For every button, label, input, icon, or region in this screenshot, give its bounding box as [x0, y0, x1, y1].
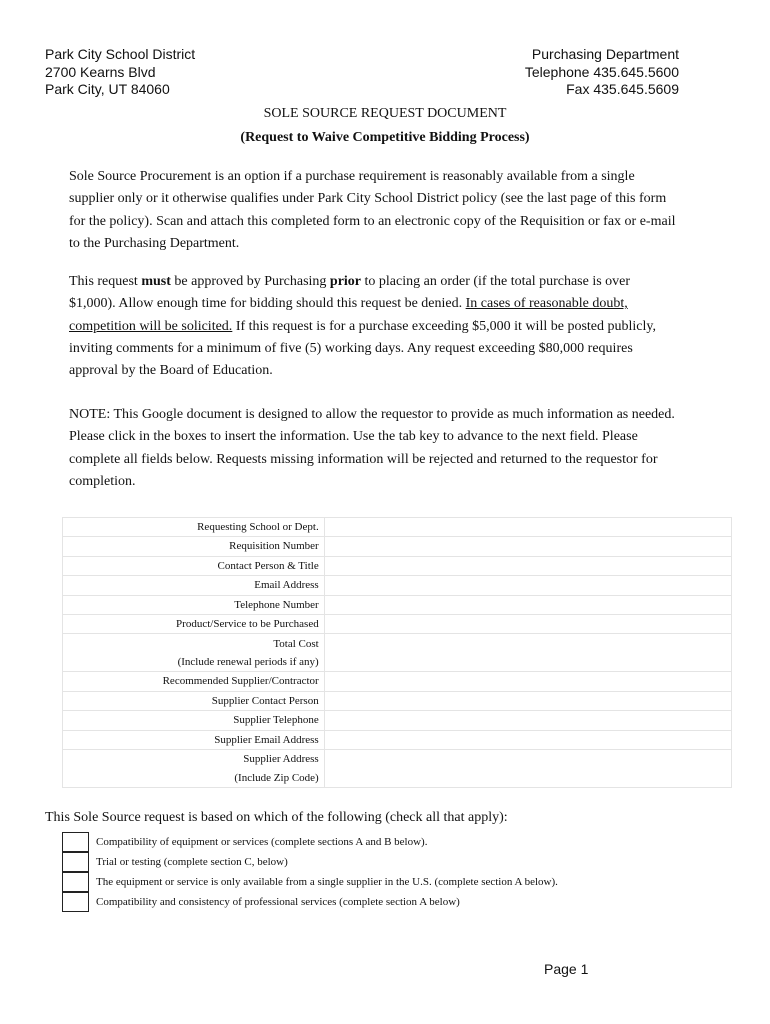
form-row-requesting-school — [63, 518, 732, 537]
label-supplier-email: Supplier Email Address — [63, 730, 325, 749]
page-number: Page 1 — [544, 961, 589, 977]
checkbox-trial-testing[interactable] — [62, 852, 89, 872]
checkbox-compatibility[interactable] — [62, 832, 89, 852]
note-paragraph: NOTE: This Google document is designed to allow the requestor to provide as much information as needed. Please click in the boxes to insert the information. Use the tab key to advance to the next field. Please complete all fields below. Requests missing information will be rejected and returned to the requestor for completion. — [69, 407, 675, 489]
approval-text-2: be approved by Purchasing — [170, 274, 330, 289]
label-telephone: Telephone Number — [63, 595, 325, 614]
label-contact-person: Contact Person & Title — [63, 556, 325, 575]
label-total-cost-text: Total Cost — [273, 637, 319, 650]
basis-checklist — [62, 832, 682, 912]
checkbox-single-supplier[interactable] — [62, 872, 89, 892]
email-field[interactable] — [324, 576, 731, 595]
label-supplier-telephone: Supplier Telephone — [63, 711, 325, 730]
checklist-item — [62, 852, 682, 872]
supplier-contact-field[interactable] — [324, 691, 731, 710]
competition-notice: In cases of reasonable doubt, competition will be solicited. — [69, 296, 628, 334]
form-row-supplier-email — [63, 730, 732, 749]
label-product-service: Product/Service to be Purchased — [63, 615, 325, 634]
form-row-recommended-supplier — [63, 672, 732, 691]
form-row-supplier-contact — [63, 691, 732, 710]
approval-text-4: If this request is for a purchase exceeding $5,000 it will be posted publicly, inviting comments for a minimum of five (5) working days. Any request exceeding $80,000 requires approval by the Board of Education. — [69, 318, 656, 379]
checklist-label: Compatibility and consistency of professional services (complete section A below) — [96, 896, 460, 908]
emphasis-must: must — [141, 274, 171, 289]
requesting-school-field[interactable] — [324, 518, 731, 537]
supplier-address-field[interactable] — [324, 750, 731, 788]
label-total-cost — [63, 634, 325, 672]
approval-paragraph — [69, 271, 679, 382]
telephone-field[interactable] — [324, 595, 731, 614]
form-row-product-service — [63, 615, 732, 634]
form-row-contact-person — [63, 556, 732, 575]
contact-person-field[interactable] — [324, 556, 731, 575]
document-subtitle: (Request to Waive Competitive Bidding Process) — [240, 130, 530, 145]
department-telephone: Telephone 435.645.5600 — [524, 63, 679, 80]
purchasing-contact-block — [525, 46, 679, 99]
request-form-table — [62, 517, 732, 788]
supplier-telephone-field[interactable] — [324, 711, 731, 730]
requisition-number-field[interactable] — [324, 537, 731, 556]
checklist-label: The equipment or service is only available from a single supplier in the U.S. (complete section A below). — [96, 876, 558, 888]
district-street: 2700 Kearns Blvd — [45, 63, 156, 80]
department-fax: Fax 435.645.5609 — [566, 81, 679, 97]
label-recommended-supplier: Recommended Supplier/Contractor — [63, 672, 325, 691]
label-supplier-address-note: (Include Zip Code) — [234, 771, 319, 784]
form-row-email — [63, 576, 732, 595]
intro-paragraph: Sole Source Procurement is an option if a purchase requirement is reasonably available from a single supplier only or it otherwise qualifies under Park City School District policy (see the last page of this form for the policy). Scan and attach this completed form to an electronic copy of the Requisition or fax or e-mail to the Purchasing Department. — [69, 169, 676, 251]
form-row-supplier-telephone — [63, 711, 732, 730]
district-city: Park City, UT 84060 — [45, 81, 170, 97]
checklist-label: Trial or testing (complete section C, below) — [96, 856, 288, 868]
checkbox-professional-services[interactable] — [62, 892, 89, 912]
label-requesting-school: Requesting School or Dept. — [63, 518, 325, 537]
label-supplier-contact: Supplier Contact Person — [63, 691, 325, 710]
label-total-cost-note: (Include renewal periods if any) — [177, 655, 319, 668]
total-cost-field[interactable] — [324, 634, 731, 672]
form-row-total-cost — [63, 634, 732, 672]
approval-text-3: to placing an order (if the total purchase is over $1,000). Allow enough time for bidding should this request be denied. — [69, 274, 631, 312]
document-title: SOLE SOURCE REQUEST DOCUMENT — [263, 106, 507, 121]
form-row-requisition-number — [63, 537, 732, 556]
department-name: Purchasing Department — [531, 46, 679, 62]
label-supplier-address — [63, 750, 325, 788]
district-address-block — [45, 46, 195, 99]
checklist-label: Compatibility of equipment or services (complete sections A and B below). — [96, 836, 428, 848]
emphasis-prior: prior — [329, 274, 362, 289]
checklist-item — [62, 872, 682, 892]
label-email: Email Address — [63, 576, 325, 595]
recommended-supplier-field[interactable] — [324, 672, 731, 691]
checklist-item — [62, 892, 682, 912]
choices-heading: This Sole Source request is based on which of the following (check all that apply): — [45, 810, 508, 825]
form-row-supplier-address — [63, 750, 732, 788]
label-requisition-number: Requisition Number — [63, 537, 325, 556]
checklist-item — [62, 832, 682, 852]
label-supplier-address-text: Supplier Address — [243, 753, 319, 766]
product-service-field[interactable] — [324, 615, 731, 634]
supplier-email-field[interactable] — [324, 730, 731, 749]
approval-text-1: This request — [69, 274, 142, 289]
district-name: Park City School District — [45, 46, 196, 62]
form-row-telephone — [63, 595, 732, 614]
